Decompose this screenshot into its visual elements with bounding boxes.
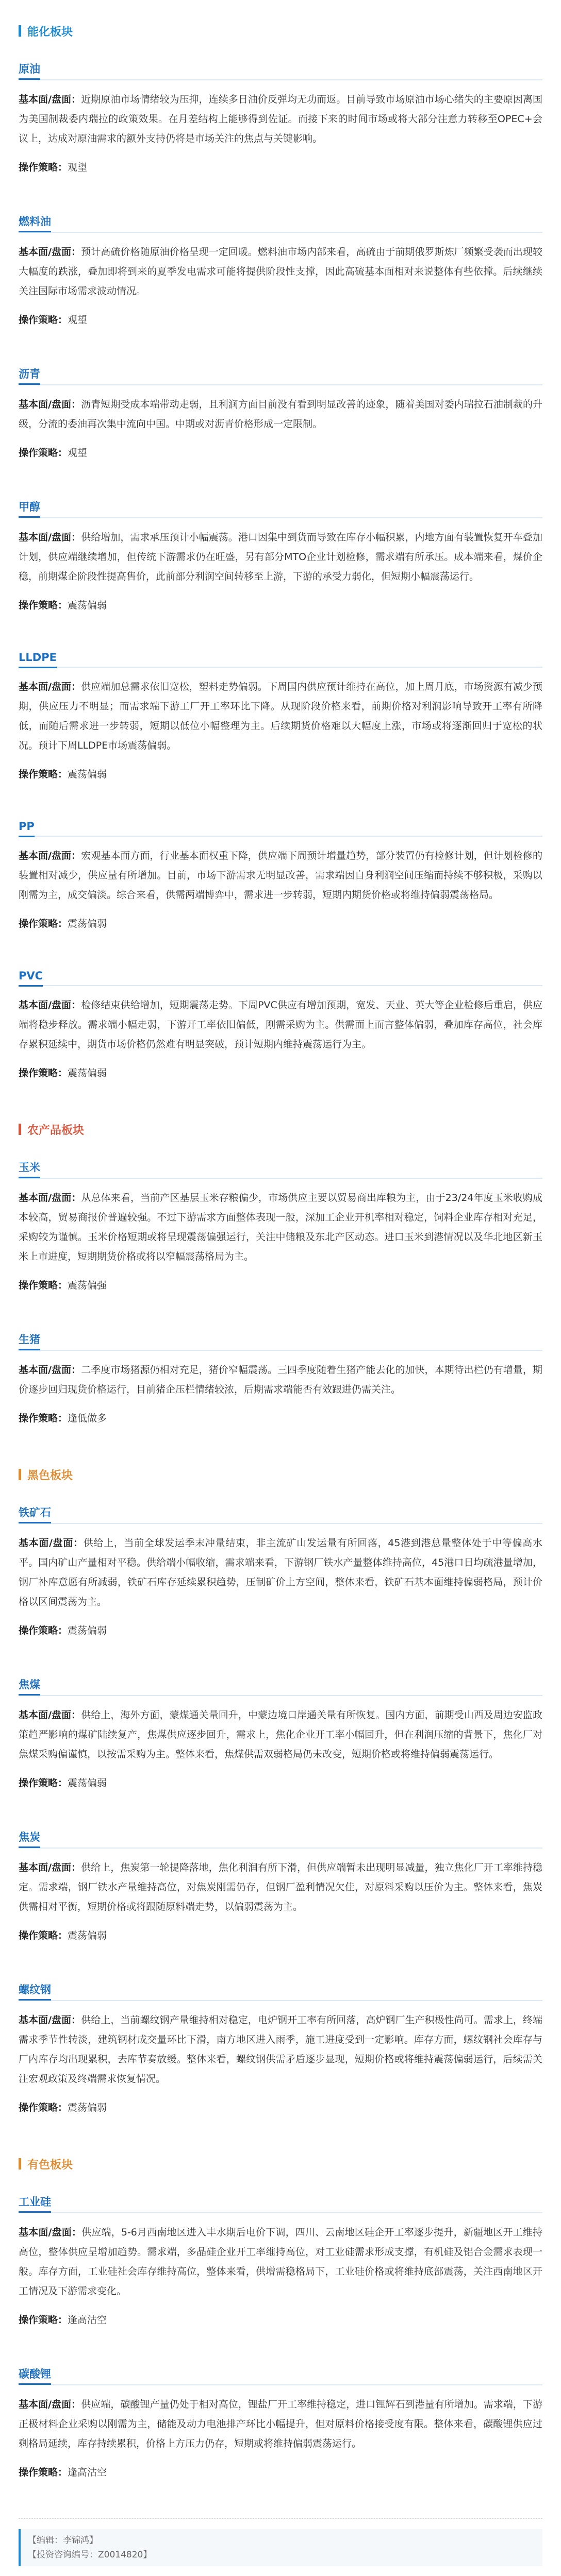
strategy-label: 操作策略： (19, 2467, 68, 2478)
commodity-name: 甲醇 (19, 501, 40, 518)
fundamentals-label: 基本面/盘面： (19, 1364, 81, 1376)
fundamentals-label: 基本面/盘面： (19, 399, 81, 410)
strategy-text: 逢低做多 (68, 1413, 107, 1424)
fundamentals-label: 基本面/盘面： (19, 2399, 81, 2410)
strategy-paragraph (19, 1621, 542, 1640)
strategy-label: 操作策略： (19, 2314, 68, 2326)
commodity-block (19, 820, 542, 934)
fundamentals-text: 供给上，当前螺纹钢产量维持相对稳定，电炉钢开工率有所回落，高炉钢厂生产积极性尚可。需求上，终端需求季节性转淡，建筑钢材成交量环比下滑，南方地区进入雨季，施工进度受到一定影响。库存方面，螺纹钢社会库存与厂内库存均出现累积，去库节奏放缓。整体来看，螺纹钢供需矛盾逐步显现，短期价格或将维持震荡偏弱运行，后续需关注宏观政策及终端需求恢复情况。 (19, 2014, 542, 2084)
fundamentals-paragraph (19, 242, 542, 301)
fundamentals-paragraph (19, 677, 542, 755)
strategy-paragraph (19, 765, 542, 784)
strategy-label: 操作策略： (19, 1930, 68, 1941)
fundamentals-label: 基本面/盘面： (19, 532, 81, 543)
fundamentals-label: 基本面/盘面： (19, 1709, 81, 1721)
strategy-label: 操作策略： (19, 600, 68, 611)
strategy-paragraph (19, 2098, 542, 2117)
strategy-label: 操作策略： (19, 769, 68, 780)
commodity-title (19, 651, 542, 668)
section-title: 农产品板块 (27, 1124, 85, 1137)
commodity-title (19, 61, 542, 80)
strategy-label: 操作策略： (19, 1067, 68, 1079)
strategy-text: 震荡偏弱 (68, 769, 107, 780)
commodity-title (19, 499, 542, 518)
strategy-paragraph (19, 1409, 542, 1428)
strategy-label: 操作策略： (19, 1777, 68, 1789)
strategy-paragraph (19, 310, 542, 330)
strategy-label: 操作策略： (19, 314, 68, 326)
fundamentals-text: 供应端加总需求依旧宽松，塑料走势偏弱。下周国内供应预计维持在高位，加上周月底，市场资源有减少预期，供应压力不明显；而需求端下游工厂开工率环比下降。从现阶段价格来看，前期价格对利润影响导致开工率有所降低，而随后需求进一步转弱，短期以低位小幅整理为主。后续期货价格难以大幅度上涨，市场或将逐渐回归于宽松的状况。预计下周LLDPE市场震荡偏弱。 (19, 681, 542, 751)
fundamentals-label: 基本面/盘面： (19, 999, 81, 1011)
editor-line: 【编辑：李锦鸿】 (28, 2535, 98, 2546)
commodity-block (19, 2194, 542, 2330)
strategy-text: 震荡偏弱 (68, 1777, 107, 1789)
strategy-paragraph (19, 914, 542, 934)
fundamentals-text: 供给上，当前全球发运季末冲量结束，非主流矿山发运量有所回落，45港到港总量整体处于中等偏高水平。国内矿山产量相对平稳。供给端小幅收缩，需求端来看，下游钢厂铁水产量整体维持高位，45港口日均疏港量增加，钢厂补库意愿有所减弱，铁矿石库存延续累积趋势，压制矿价上方空间，整体来看，铁矿石基本面维持偏弱格局，预计价格以区间震荡为主。 (19, 1537, 542, 1607)
strategy-label: 操作策略： (19, 1625, 68, 1636)
fundamentals-paragraph (19, 995, 542, 1054)
strategy-paragraph (19, 158, 542, 177)
section-header (19, 2154, 542, 2174)
fundamentals-text: 检修结束供给增加，短期震荡走势。下周PVC供应有增加预期，宽发、天业、英大等企业检修后重启，供应端将稳步释放。需求端小幅走弱，下游开工率依旧偏低，刚需采购为主。供需面上而言整体偏弱，叠加库存高位，社会库存累积延续中，期货市场价格仍然难有明显突破，预计短期内维持震荡运行为主。 (19, 999, 542, 1050)
commodity-block (19, 2366, 542, 2482)
commodity-block (19, 970, 542, 1083)
fundamentals-paragraph (19, 2395, 542, 2453)
commodity-name: 焦煤 (19, 1679, 40, 1696)
commodity-name: 玉米 (19, 1161, 40, 1178)
fundamentals-paragraph (19, 846, 542, 905)
fundamentals-label: 基本面/盘面： (19, 1192, 81, 1204)
commodity-title (19, 1504, 542, 1524)
section-title: 能化板块 (27, 25, 73, 39)
strategy-text: 观望 (68, 447, 88, 459)
commodity-name: PVC (19, 970, 43, 987)
fundamentals-paragraph (19, 90, 542, 148)
commodity-title (19, 1159, 542, 1179)
commodity-title (19, 1331, 542, 1351)
commodity-block (19, 1829, 542, 1945)
editor-info-box (19, 2529, 542, 2566)
section-title: 黑色板块 (27, 1469, 73, 1482)
section-header (19, 1119, 542, 1140)
strategy-paragraph (19, 1063, 542, 1083)
fundamentals-label: 基本面/盘面： (19, 1862, 81, 1873)
section-header (19, 1464, 542, 1485)
strategy-text: 震荡偏弱 (68, 918, 107, 929)
fundamentals-label: 基本面/盘面： (19, 681, 81, 692)
commodity-block (19, 1504, 542, 1640)
commodity-block (19, 1331, 542, 1428)
commodity-name: 工业硅 (19, 2196, 51, 2213)
commodity-name: 焦炭 (19, 1831, 40, 1848)
commodity-block (19, 651, 542, 784)
strategy-paragraph (19, 443, 542, 463)
strategy-text: 震荡偏弱 (68, 2102, 107, 2113)
commodity-name: PP (19, 820, 35, 837)
strategy-text: 逢高沽空 (68, 2467, 107, 2478)
fundamentals-paragraph (19, 395, 542, 434)
fundamentals-label: 基本面/盘面： (19, 2227, 82, 2238)
commodity-title (19, 1981, 542, 2001)
fundamentals-text: 预计高硫价格随原油价格呈现一定回暖。燃料油市场内部来看，高硫由于前期俄罗斯炼厂频繁受袭而出现较大幅度的跌涨，叠加即将到来的夏季发电需求可能将提供阶段性支撑，因此高硫基本面相对来说整体有些依撑。后续继续关注国际市场需求波动情况。 (19, 246, 542, 297)
strategy-label: 操作策略： (19, 1280, 68, 1291)
strategy-text: 震荡偏弱 (68, 1625, 107, 1636)
fundamentals-paragraph (19, 1360, 542, 1399)
strategy-text: 观望 (68, 162, 88, 173)
section-title: 有色板块 (27, 2158, 73, 2172)
report-footer (19, 2518, 542, 2576)
commodity-name: LLDPE (19, 651, 57, 668)
strategy-text: 震荡偏弱 (68, 600, 107, 611)
commodity-name: 沥青 (19, 368, 40, 385)
fundamentals-label: 基本面/盘面： (19, 2014, 81, 2026)
fundamentals-text: 近期原油市场情绪较为压抑，连续多日油价反弹均无功而返。目前导致市场原油市场心绪失的主要原因离国为美国制裁委内瑞拉的政策效果。在月差结构上能够得到佐证。而接下来的时间市场或将大部分注意力转移至OPEC+会议上，达成对原油需求的额外支持仍将是市场关注的焦点与关键影响。 (19, 94, 542, 144)
fundamentals-text: 供给上，焦炭第一轮提降落地，焦化利润有所下滑，但供应端暂未出现明显减量，独立焦化厂开工率维持稳定。需求端，钢厂铁水产量维持高位，对焦炭刚需仍存，但钢厂盈利情况欠佳，对原料采购以压价为主。整体来看，焦炭供需相对平衡，短期价格或将跟随原料端走势，以偏弱震荡为主。 (19, 1862, 542, 1912)
strategy-text: 震荡偏弱 (68, 1067, 107, 1079)
strategy-paragraph (19, 596, 542, 615)
commodity-name: 燃料油 (19, 215, 51, 232)
fundamentals-label: 基本面/盘面： (19, 850, 81, 861)
section-header (19, 21, 542, 41)
fundamentals-text: 沥青短期受成本端带动走弱，且利润方面目前没有看到明显改善的迹象，随着美国对委内瑞拉石油制裁的升级，分流的委油再次集中流向中国。中期或对沥青价格形成一定限制。 (19, 399, 542, 430)
commodity-name: 铁矿石 (19, 1506, 51, 1523)
fundamentals-text: 供给上，海外方面，蒙煤通关量回升，中蒙边境口岸通关量有所恢复。国内方面，前期受山西及周边安监政策趋严影响的煤矿陆续复产，焦煤供应逐步回升，需求上，焦化企业开工率小幅回升，但在利润压缩的背景下，焦化厂对焦煤采购偏谨慎，以按需采购为主。整体来看，焦煤供需双弱格局仍未改变，短期价格或将维持偏弱震荡运行。 (19, 1709, 542, 1760)
fundamentals-text: 供给增加，需求承压预计小幅震荡。港口因集中到货而导致在库存小幅积累，内地方面有装置恢复开车叠加计划，供应端继续增加，但传统下游需求仍在旺盛，另有部分MTO企业计划检修，需求端有所承压。成本端来看，煤价企稳，前期煤企阶段性提高售价，此前部分利润空间转移至上游，下游的承受力弱化，但短期小幅震荡运行。 (19, 532, 542, 582)
fundamentals-text: 宏观基本面方面，行业基本面权重下降，供应端下周预计增量趋势，部分装置仍有检修计划，但计划检修的装置相对减少，供应量有所增加。目前，市场下游需求无明显改善，需求端因自身利润空间压缩而持续不够积极，采购以刚需为主，成交偏淡。综合来看，供需两端博弈中，需求进一步转弱，短期内期货价格或将维持偏弱震荡格局。 (19, 850, 542, 901)
commodity-block (19, 61, 542, 177)
fundamentals-paragraph (19, 2223, 542, 2301)
fundamentals-label: 基本面/盘面： (19, 94, 81, 105)
section-accent-bar (19, 1469, 21, 1480)
commodity-block (19, 1981, 542, 2117)
fundamentals-paragraph (19, 2010, 542, 2089)
commodity-title (19, 366, 542, 385)
commodity-title (19, 1676, 542, 1696)
commodity-title (19, 970, 542, 986)
section-accent-bar (19, 1124, 21, 1135)
fundamentals-paragraph (19, 1533, 542, 1612)
certificate-line: 【投资咨询编号：Z0014820】 (28, 2550, 152, 2560)
strategy-paragraph (19, 1926, 542, 1945)
commodity-title (19, 1829, 542, 1849)
fundamentals-paragraph (19, 1188, 542, 1266)
commodity-name: 碳酸锂 (19, 2368, 51, 2385)
strategy-label: 操作策略： (19, 2102, 68, 2113)
fundamentals-label: 基本面/盘面： (19, 1537, 84, 1549)
commodity-title (19, 2366, 542, 2385)
section-accent-bar (19, 25, 21, 37)
fundamentals-text: 从总体来看，当前产区基层玉米存粮偏少，市场供应主要以贸易商出库粮为主，由于23/24年度玉米收购成本较高，贸易商报价普遍较强。不过下游需求方面整体表现一般，深加工企业开机率相对稳定，饲料企业库存相对充足，采购较为谨慎。玉米价格短期或将呈现震荡偏强运行，关注中储粮及东北产区动态。进口玉米到港情况以及华北地区新玉米上市进度，短期期货价格或将以窄幅震荡格局为主。 (19, 1192, 542, 1262)
strategy-label: 操作策略： (19, 918, 68, 929)
commodity-title (19, 2194, 542, 2213)
commodity-block (19, 1676, 542, 1793)
strategy-label: 操作策略： (19, 1413, 68, 1424)
fundamentals-paragraph (19, 528, 542, 586)
strategy-paragraph (19, 1276, 542, 1295)
strategy-text: 震荡偏强 (68, 1280, 107, 1291)
commodity-title (19, 820, 542, 837)
fundamentals-label: 基本面/盘面： (19, 246, 81, 258)
commodity-name: 螺纹钢 (19, 1984, 51, 2001)
strategy-text: 观望 (68, 314, 88, 326)
strategy-label: 操作策略： (19, 447, 68, 459)
commodity-block (19, 1159, 542, 1295)
fundamentals-text: 二季度市场猪源仍相对充足，猪价窄幅震荡。三四季度随着生猪产能去化的加快，本期待出栏仍有增量，期价逐步回归现货价格运行，目前猪企压栏情绪较浓，后期需求端能否有效跟进仍需关注。 (19, 1364, 542, 1395)
strategy-text: 震荡偏弱 (68, 1930, 107, 1941)
section-accent-bar (19, 2158, 21, 2170)
commodity-name: 原油 (19, 63, 40, 80)
commodity-block (19, 213, 542, 330)
strategy-paragraph (19, 2463, 542, 2482)
commodity-block (19, 499, 542, 615)
fundamentals-paragraph (19, 1705, 542, 1764)
strategy-paragraph (19, 2310, 542, 2330)
commodity-name: 生猪 (19, 1333, 40, 1350)
fundamentals-text: 供应端，碳酸锂产量仍处于相对高位，锂盐厂开工率维持稳定，进口锂辉石到港量有所增加。需求端，下游正极材料企业采购以刚需为主，储能及动力电池排产环比小幅提升，但对原料价格接受度有限。整体来看，碳酸锂供应过剩格局延续，库存持续累积，价格上方压力仍存，短期或将维持偏弱震荡运行。 (19, 2399, 542, 2449)
strategy-text: 逢高沽空 (68, 2314, 107, 2326)
strategy-label: 操作策略： (19, 162, 68, 173)
fundamentals-paragraph (19, 1858, 542, 1917)
fundamentals-text: 供应端，5-6月西南地区进入丰水期后电价下调，四川、云南地区硅企开工率逐步提升，新疆地区开工维持高位，整体供应呈增加趋势。需求端，多晶硅企业开工率维持高位，对工业硅需求形成支撑，有机硅及铝合金需求表现一般。库存方面，工业硅社会库存维持高位，整体来看，供增需稳格局下，工业硅价格或将维持底部震荡，关注西南地区开工情况及下游需求变化。 (19, 2227, 542, 2297)
commodity-title (19, 213, 542, 233)
strategy-paragraph (19, 1773, 542, 1793)
commodity-block (19, 366, 542, 463)
